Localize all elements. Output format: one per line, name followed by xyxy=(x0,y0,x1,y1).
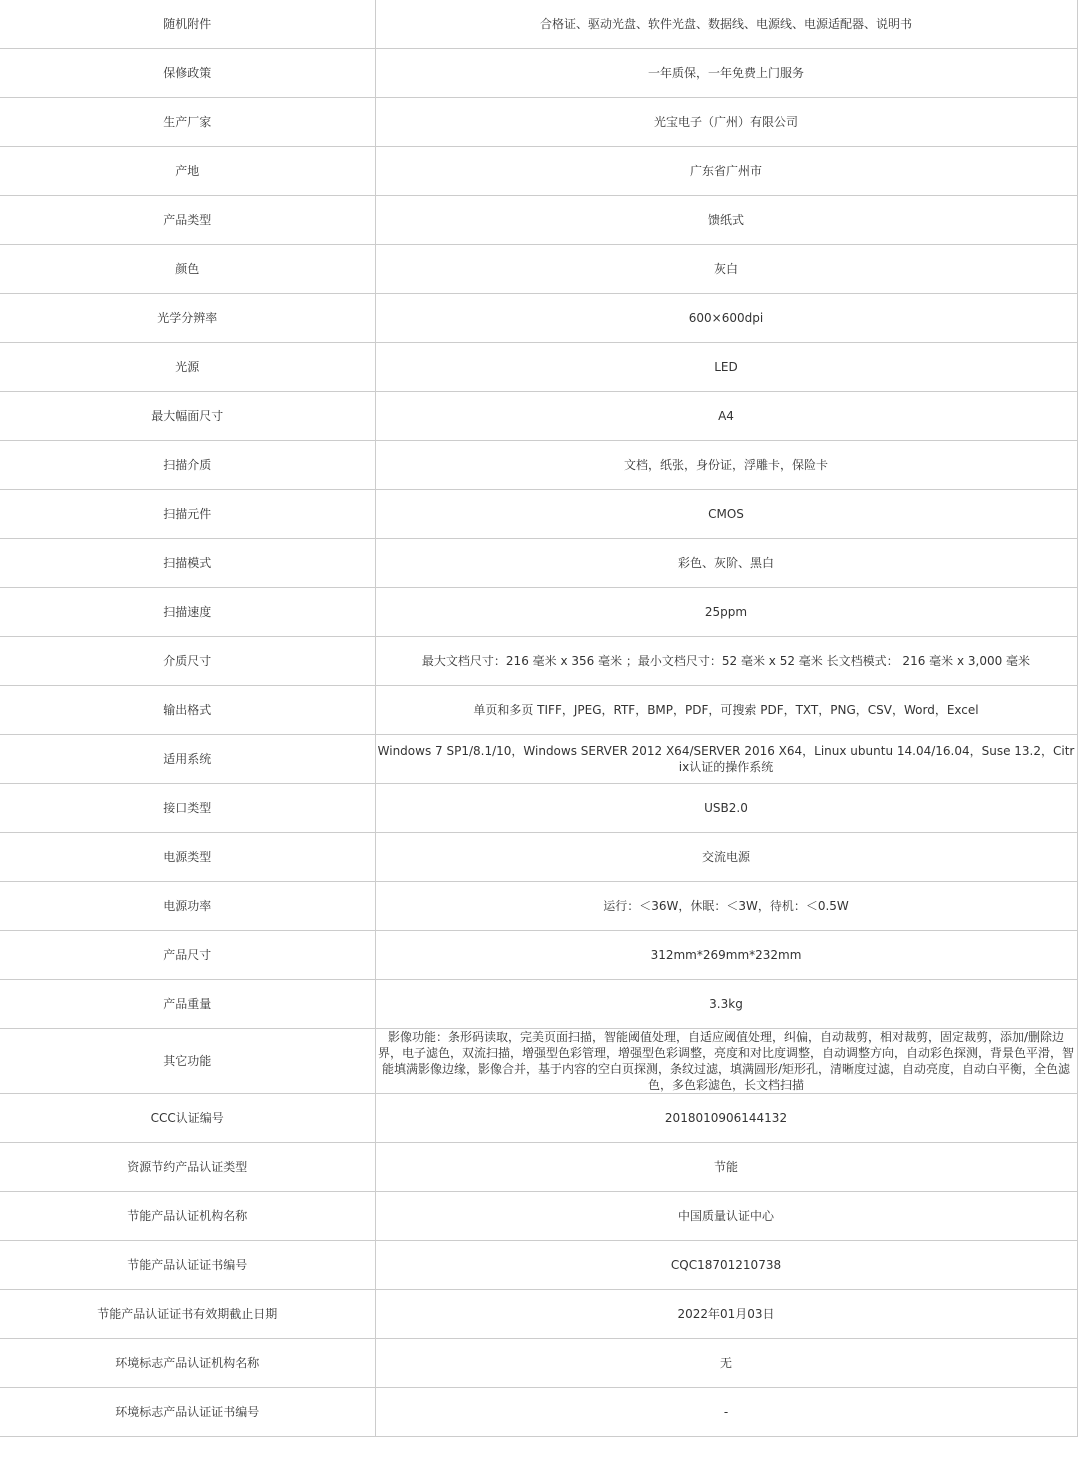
spec-label: 扫描元件 xyxy=(0,490,375,539)
spec-row xyxy=(0,1388,1077,1437)
spec-value: 25ppm xyxy=(375,588,1077,637)
spec-row xyxy=(0,1290,1077,1339)
spec-value: 馈纸式 xyxy=(375,196,1077,245)
spec-row xyxy=(0,196,1077,245)
spec-label: 资源节约产品认证类型 xyxy=(0,1143,375,1192)
spec-label: 介质尺寸 xyxy=(0,637,375,686)
spec-row xyxy=(0,0,1077,49)
spec-value: 彩色、灰阶、黑白 xyxy=(375,539,1077,588)
spec-row xyxy=(0,441,1077,490)
spec-label: 随机附件 xyxy=(0,0,375,49)
spec-value: 2022年01月03日 xyxy=(375,1290,1077,1339)
spec-row xyxy=(0,882,1077,931)
spec-value: 3.3kg xyxy=(375,980,1077,1029)
spec-value: 光宝电子（广州）有限公司 xyxy=(375,98,1077,147)
spec-value: CQC18701210738 xyxy=(375,1241,1077,1290)
spec-row xyxy=(0,1241,1077,1290)
spec-value: 312mm*269mm*232mm xyxy=(375,931,1077,980)
spec-label: 扫描速度 xyxy=(0,588,375,637)
spec-row xyxy=(0,833,1077,882)
spec-value: 一年质保，一年免费上门服务 xyxy=(375,49,1077,98)
spec-value: - xyxy=(375,1388,1077,1437)
spec-value: LED xyxy=(375,343,1077,392)
spec-label: 输出格式 xyxy=(0,686,375,735)
spec-label: CCC认证编号 xyxy=(0,1094,375,1143)
spec-row xyxy=(0,735,1077,784)
spec-label: 其它功能 xyxy=(0,1029,375,1094)
spec-value: 文档，纸张，身份证，浮雕卡，保险卡 xyxy=(375,441,1077,490)
spec-value: 交流电源 xyxy=(375,833,1077,882)
spec-label: 扫描介质 xyxy=(0,441,375,490)
spec-label: 节能产品认证证书编号 xyxy=(0,1241,375,1290)
spec-row xyxy=(0,49,1077,98)
spec-value: 广东省广州市 xyxy=(375,147,1077,196)
spec-value: 600×600dpi xyxy=(375,294,1077,343)
spec-row xyxy=(0,343,1077,392)
spec-value: 最大文档尺寸：216 毫米 x 356 毫米 ；最小文档尺寸：52 毫米 x 52 毫米 长文档模式： 216 毫米 x 3,000 毫米 xyxy=(375,637,1077,686)
spec-row xyxy=(0,1029,1077,1094)
spec-label: 接口类型 xyxy=(0,784,375,833)
spec-row xyxy=(0,686,1077,735)
spec-row xyxy=(0,931,1077,980)
spec-row xyxy=(0,539,1077,588)
spec-label: 产地 xyxy=(0,147,375,196)
spec-row xyxy=(0,245,1077,294)
spec-value: USB2.0 xyxy=(375,784,1077,833)
spec-value: 运行：＜36W，休眠：＜3W，待机：＜0.5W xyxy=(375,882,1077,931)
spec-label: 产品重量 xyxy=(0,980,375,1029)
spec-label: 光源 xyxy=(0,343,375,392)
spec-row xyxy=(0,98,1077,147)
spec-label: 生产厂家 xyxy=(0,98,375,147)
spec-value: 合格证、驱动光盘、软件光盘、数据线、电源线、电源适配器、说明书 xyxy=(375,0,1077,49)
spec-value: 灰白 xyxy=(375,245,1077,294)
spec-value: 单页和多页 TIFF，JPEG，RTF，BMP，PDF，可搜索 PDF，TXT，PNG，CSV，Word，Excel xyxy=(375,686,1077,735)
spec-label: 适用系统 xyxy=(0,735,375,784)
spec-label: 环境标志产品认证证书编号 xyxy=(0,1388,375,1437)
spec-value: Windows 7 SP1/8.1/10，Windows SERVER 2012 X64/SERVER 2016 X64，Linux ubuntu 14.04/16.04，Suse 13.2，Citrix认证的操作系统 xyxy=(375,735,1077,784)
spec-row xyxy=(0,490,1077,539)
spec-label: 产品类型 xyxy=(0,196,375,245)
spec-label: 节能产品认证证书有效期截止日期 xyxy=(0,1290,375,1339)
spec-row xyxy=(0,980,1077,1029)
spec-row xyxy=(0,1339,1077,1388)
spec-row xyxy=(0,637,1077,686)
spec-label: 光学分辨率 xyxy=(0,294,375,343)
spec-row xyxy=(0,784,1077,833)
spec-label: 节能产品认证机构名称 xyxy=(0,1192,375,1241)
spec-value: 中国质量认证中心 xyxy=(375,1192,1077,1241)
spec-label: 电源类型 xyxy=(0,833,375,882)
spec-row xyxy=(0,294,1077,343)
spec-label: 保修政策 xyxy=(0,49,375,98)
spec-label: 电源功率 xyxy=(0,882,375,931)
spec-row xyxy=(0,392,1077,441)
spec-row xyxy=(0,1143,1077,1192)
spec-value: CMOS xyxy=(375,490,1077,539)
spec-label: 产品尺寸 xyxy=(0,931,375,980)
spec-value: 无 xyxy=(375,1339,1077,1388)
spec-label: 最大幅面尺寸 xyxy=(0,392,375,441)
spec-value: 节能 xyxy=(375,1143,1077,1192)
spec-value: 2018010906144132 xyxy=(375,1094,1077,1143)
spec-label: 扫描模式 xyxy=(0,539,375,588)
spec-value: A4 xyxy=(375,392,1077,441)
spec-label: 颜色 xyxy=(0,245,375,294)
spec-value: 影像功能：条形码读取，完美页面扫描，智能阈值处理，自适应阈值处理，纠偏，自动裁剪，相对裁剪，固定裁剪，添加/删除边界，电子滤色，双流扫描，增强型色彩管理，增强型色彩调整，亮度和对比度调整，自动调整方向，自动彩色探测，背景色平滑，智能填满影像边缘，影像合并，基于内容的空白页探测，条纹过滤，填满圆形/矩形孔，清晰度过滤，自动亮度，自动白平衡，全色滤色，多色彩滤色，长文档扫描 xyxy=(375,1029,1077,1094)
spec-label: 环境标志产品认证机构名称 xyxy=(0,1339,375,1388)
spec-row xyxy=(0,1094,1077,1143)
spec-row xyxy=(0,147,1077,196)
spec-row xyxy=(0,1192,1077,1241)
spec-row xyxy=(0,588,1077,637)
